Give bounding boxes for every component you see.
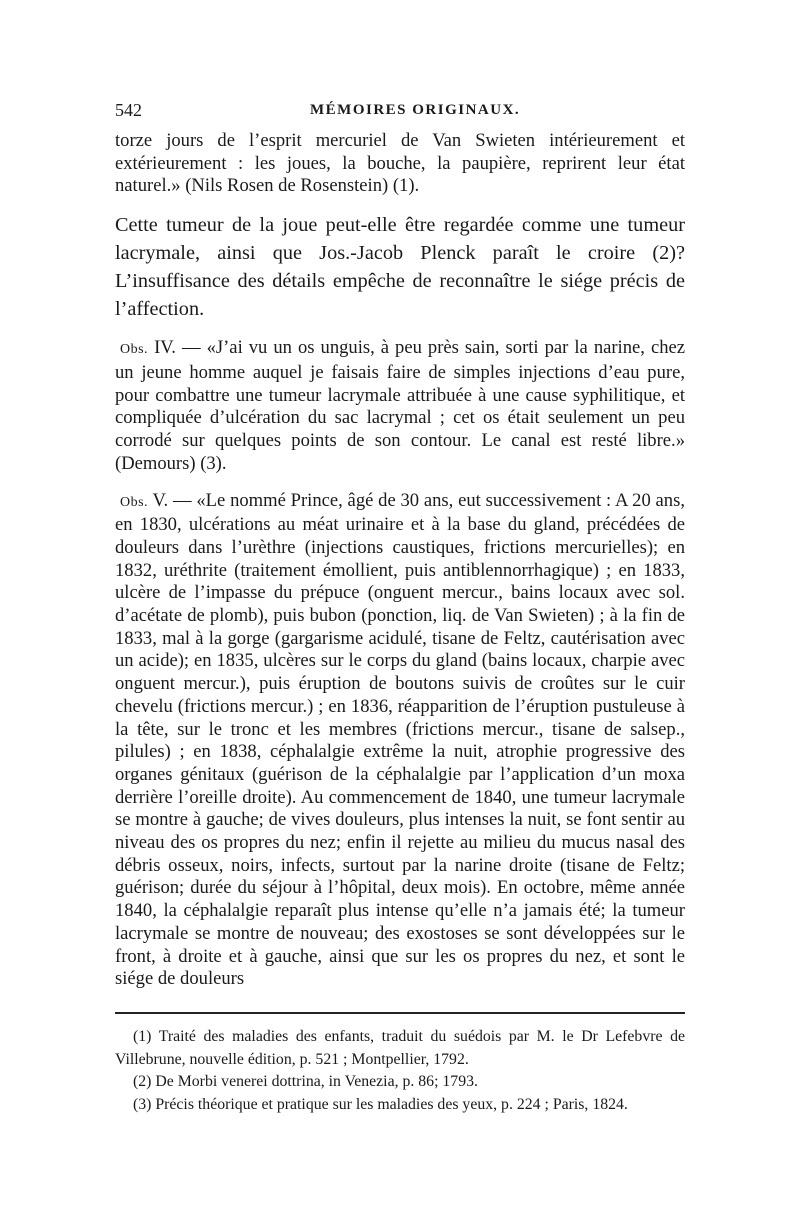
observation-v	[115, 490, 685, 991]
paragraph-commentary: Cette tumeur de la joue peut-elle être regardée comme une tumeur lacrymale, ainsi que Jos.-Jacob Plenck paraît le croire (2)? L’insuffisance des détails empêche de reconnaître le siége précis de l’affection.	[115, 214, 685, 320]
paragraph-continuation: torze jours de l’esprit mercuriel de Van Swieten intérieurement et extérieurement : les joues, la bouche, la paupière, reprirent leur état naturel.» (Nils Rosen de Rosenstein) (1).	[115, 130, 685, 197]
footnote-3: (3) Précis théorique et pratique sur les maladies des yeux, p. 224 ; Paris, 1824.	[133, 1096, 628, 1114]
page-header	[115, 100, 685, 126]
footnote-divider	[115, 1012, 685, 1014]
obs-label: Obs.	[120, 494, 149, 510]
footnote-1: (1) Traité des maladies des enfants, traduit du suédois par M. le Dr Lefebvre de Villebrune, nouvelle édition, p. 521 ; Montpellier, 1792.	[115, 1027, 685, 1068]
observation-iv	[115, 337, 685, 475]
running-title: MÉMOIRES ORIGINAUX.	[310, 102, 521, 118]
observation-iv-text: IV. — «J’ai vu un os unguis, à peu près sain, sorti par la narine, chez un jeune homme auquel je faisais faire de simples injections d’eau pure, pour combattre une tumeur lacrymale attribuée à une cause syphilitique, et compliquée d’ulcération du sac lacrymal ; cet os était seulement un peu corrodé sur quelques points de son contour. Le canal est resté libre.» (Demours) (3).	[115, 337, 685, 474]
observation-v-text: V. — «Le nommé Prince, âgé de 30 ans, eut successivement : A 20 ans, en 1830, ulcérations au méat urinaire et à la base du gland, précédées de douleurs dans l’urèthre (injections caustiques, frictions mercurielles); en 1832, uréthrite (traitement émollient, puis antiblennorrhagique) ; en 1833, ulcère de l’impasse du prépuce (onguent mercur., bains locaux avec sol. d’acétate de plomb), puis bubon (ponction, liq. de Van Swieten) ; à la fin de 1833, mal à la gorge (gargarisme acidulé, tisane de Feltz, cautérisation avec un acide); en 1835, ulcères sur le corps du gland (bains locaux, charpie avec onguent mercur.), puis éruption de boutons suivis de croûtes sur le cuir chevelu (frictions mercur.) ; en 1836, réapparition de l’éruption pustuleuse à la tête, sur le tronc et les membres (frictions mercur., tisane de salsep., pilules) ; en 1838, céphalalgie extrême la nuit, atrophie progressive des organes génitaux (guérison de la céphalalgie par l’application d’un moxa derrière l’oreille droite). Au commencement de 1840, une tumeur lacrymale se montre à gauche; de vives douleurs, plus intenses la nuit, se font sentir au niveau des os propres du nez; enfin il rejette au milieu du mucus nasal des débris osseux, noirs, infects, surtout par la narine droite (tisane de Feltz; guérison; durée du séjour à l’hôpital, deux mois). En octobre, même année 1840, la céphalalgie reparaît plus intense qu’elle n’a jamais été; la tumeur lacrymale se montre de nouveau; des exostoses se sont développées sur le front, à droite et à gauche, ainsi que sur les os propres du nez, et sont le siége de douleurs	[115, 489, 685, 990]
page	[115, 100, 685, 1117]
page-number: 542	[115, 100, 142, 120]
footnote-2: (2) De Morbi venerei dottrina, in Venezia, p. 86; 1793.	[133, 1073, 478, 1091]
obs-label: Obs.	[120, 342, 149, 358]
footnotes	[115, 1026, 685, 1117]
